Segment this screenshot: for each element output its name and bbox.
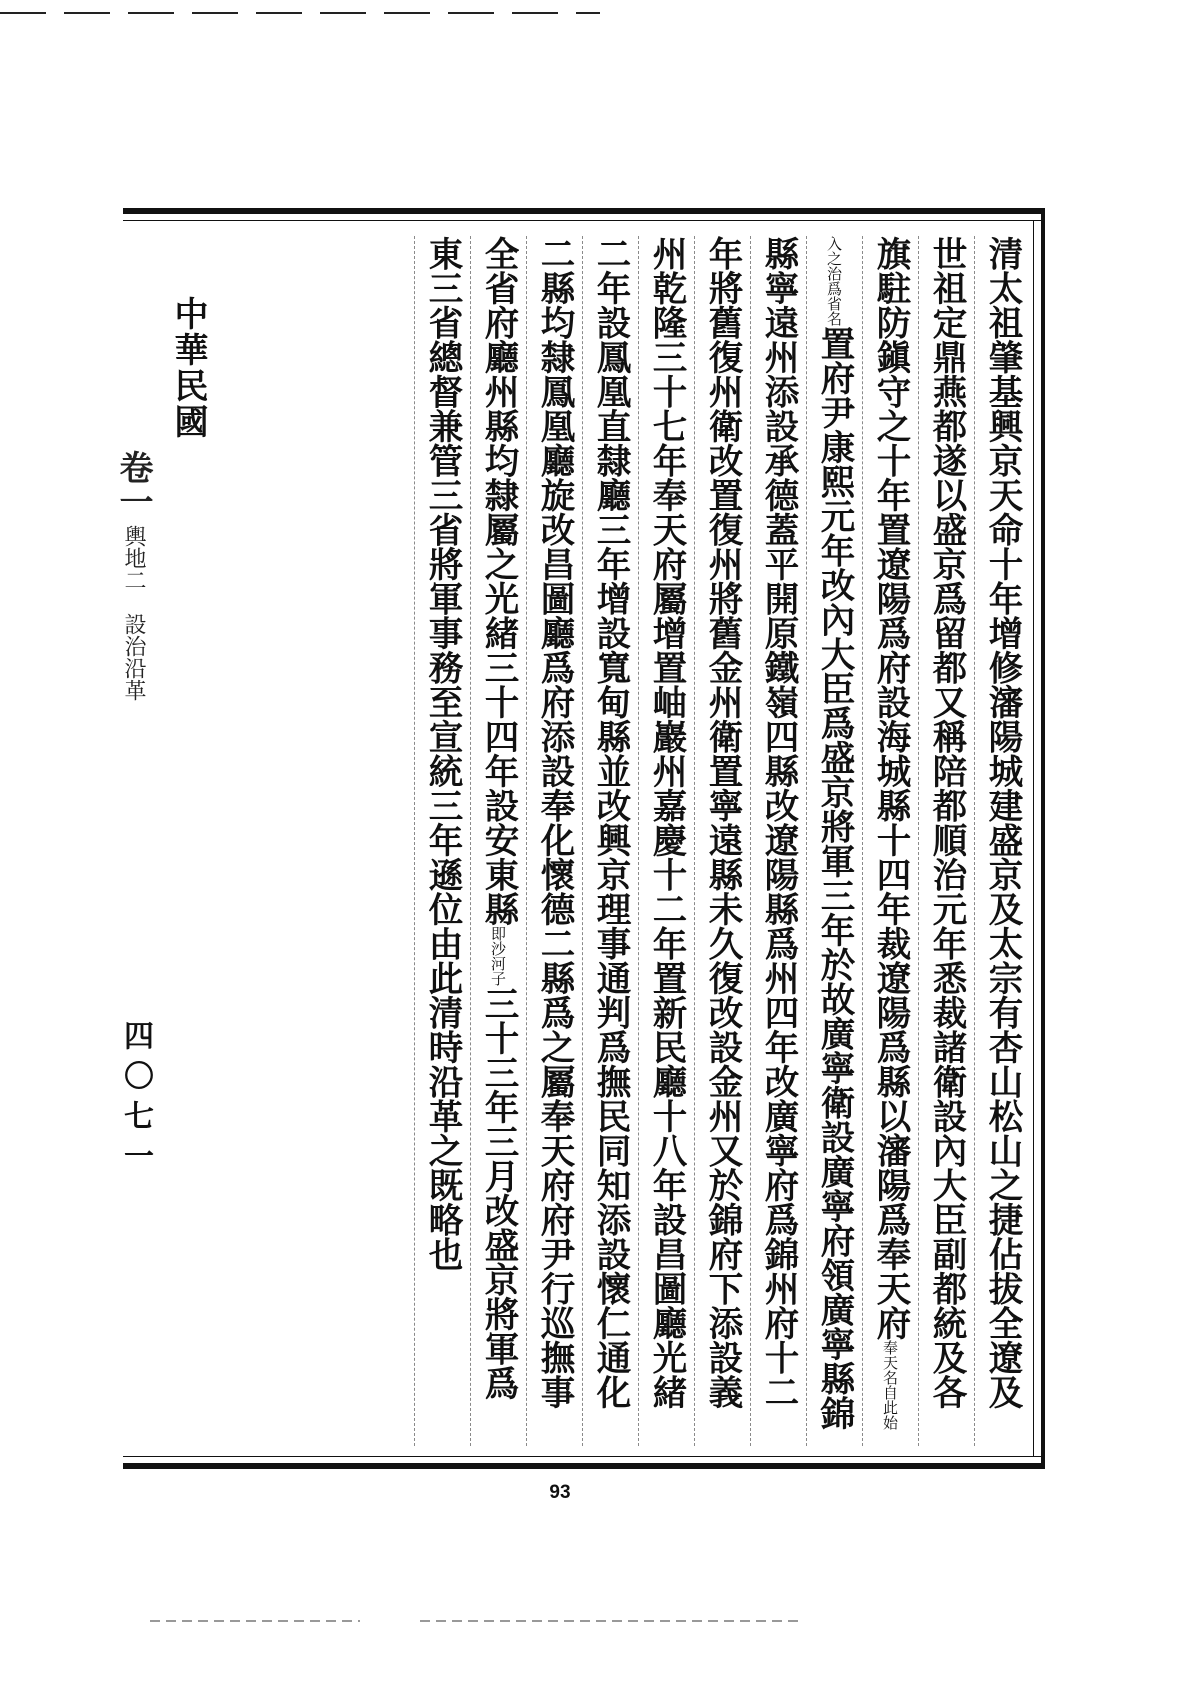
bottom-scan-dash-left: [150, 1620, 360, 1622]
margin-chapter: 卷一: [113, 450, 153, 518]
text-column-6: [694, 236, 750, 1446]
column-text: 州乾隆三十七年奉天府屬增置岫巖州嘉慶十二年置新民廳十八年設昌圖廳光緒: [646, 236, 686, 1409]
column-text: 世祖定鼎燕都遂以盛京爲留都又稱陪都順治元年悉裁諸衛設內大臣副都統及各: [926, 236, 966, 1409]
frame-inner-top-rule: [123, 220, 1045, 221]
bottom-scan-dash-right: [420, 1620, 800, 1622]
column-text-continued: 三十三年三月改盛京將軍爲: [478, 986, 518, 1400]
interlinear-note: 入之治爲省名: [825, 236, 843, 326]
page-number: 93: [549, 1482, 571, 1503]
margin-label: [113, 450, 153, 701]
text-column-7: [638, 236, 694, 1446]
main-text-block: [240, 236, 1030, 1456]
column-text: 年將舊復州衛改置復州將舊金州衛置寧遠縣未久復改設金州又於錦府下添設義: [702, 236, 742, 1409]
column-text: 縣寧遠州添設承德蓋平開原鐵嶺四縣改遼陽縣爲州四年改廣寧府爲錦州府十二: [758, 236, 798, 1409]
column-text: 旗駐防鎭守之十年置遼陽爲府設海城縣十四年裁遼陽爲縣以瀋陽爲奉天府: [870, 236, 910, 1340]
frame-inner-right-rule: [1033, 220, 1034, 1456]
text-column-5: [750, 236, 806, 1446]
column-text: 全省府廳州縣均隸屬之光緒三十四年設安東縣: [478, 236, 518, 926]
interlinear-note: 奉天名自此始: [881, 1340, 899, 1430]
frame-inner-bottom-rule: [123, 1456, 1045, 1457]
column-text: 置府尹康熙元年改內大臣爲盛京將軍三年於故廣寧衛設廣寧府領廣寧縣錦: [814, 326, 854, 1430]
text-column-4: [806, 236, 862, 1446]
text-column-3: [862, 236, 918, 1446]
column-text: 二縣均隸鳳凰廳旋改昌圖廳爲府添設奉化懷德二縣爲之屬奉天府府尹行巡撫事: [534, 236, 574, 1409]
top-scan-dash: [0, 12, 600, 14]
column-text: 二年設鳳凰直隸廳三年增設寬甸縣並改興京理事通判爲撫民同知添設懷仁通化: [590, 236, 630, 1409]
text-column-11: [414, 236, 470, 1446]
text-column-9: [526, 236, 582, 1446]
text-column-2: [918, 236, 974, 1446]
text-column-10: [470, 236, 526, 1446]
text-column-1: [974, 236, 1030, 1446]
side-title: 中華民國: [168, 296, 208, 440]
column-text: 東三省總督兼管三省將軍事務至宣統三年遜位由此清時沿革之既略也: [422, 236, 462, 1271]
interlinear-note: 即沙河子: [489, 926, 507, 986]
margin-section: 輿地二 設治沿革: [121, 525, 146, 701]
column-text: 清太祖肇基興京天命十年增修瀋陽城建盛京及太宗有杏山松山之捷佔拔全遼及: [982, 236, 1022, 1409]
margin-folio: 四〇七一: [118, 1020, 153, 1180]
text-column-8: [582, 236, 638, 1446]
